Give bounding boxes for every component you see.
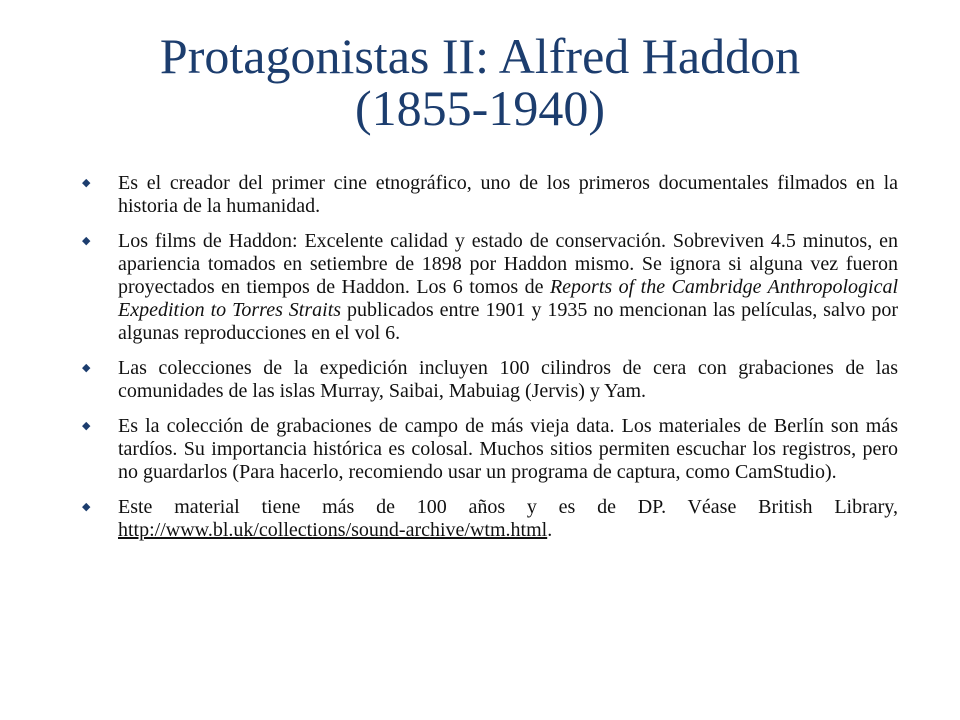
british-library-link[interactable]: http://www.bl.uk/collections/sound-archive/wtm.html <box>118 519 548 541</box>
title-line-1: Protagonistas II: Alfred Haddon <box>159 28 801 84</box>
diamond-bullet-icon: ◆ <box>82 235 91 247</box>
bullet-list <box>78 172 898 554</box>
diamond-bullet-icon: ◆ <box>82 420 91 432</box>
bullet-text: Es el creador del primer cine etnográfico, uno de los primeros documentales filmados en la historia de la humanidad. <box>118 172 898 217</box>
bullet-item-creator <box>78 172 898 218</box>
title-line-2: (1855-1940) <box>355 80 605 136</box>
reports-title: Reports of the Cambridge Anthropological Expedition to Torres Straits <box>118 276 898 321</box>
bullet-text-post: publicados entre 1901 y 1935 no mencionan las películas, salvo por algunas reproducciones en el vol 6. <box>118 299 898 344</box>
bullet-text-pre: Los films de Haddon: Excelente calidad y estado de conservación. Sobreviven 4.5 minutos, en apariencia tomados en setiembre de 1898 por Haddon mismo. Se ignora si alguna vez fueron proyectados en tiempos de Haddon. Los 6 tomos de <box>118 230 898 298</box>
bullet-item-films <box>78 230 898 345</box>
slide-title <box>60 30 900 134</box>
bullet-text: Es la colección de grabaciones de campo de más vieja data. Los materiales de Berlín son más tardíos. Su importancia histórica es colosal. Muchos sitios permiten escuchar los registros, pero no guardarlos (Para hacerlo, recomiendo usar un programa de captura, como CamStudio). <box>118 415 898 483</box>
bullet-item-field-recordings <box>78 415 898 484</box>
bullet-item-collections <box>78 357 898 403</box>
bullet-item-public-domain <box>78 496 898 542</box>
diamond-bullet-icon: ◆ <box>82 177 91 189</box>
diamond-bullet-icon: ◆ <box>82 362 91 374</box>
bullet-text-post: . <box>547 519 553 541</box>
bullet-text-pre: Este material tiene más de 100 años y es de DP. Véase British Library, <box>118 496 898 518</box>
diamond-bullet-icon: ◆ <box>82 501 91 513</box>
bullet-text: Las colecciones de la expedición incluyen 100 cilindros de cera con grabaciones de las comunidades de las islas Murray, Saibai, Mabuiag (Jervis) y Yam. <box>118 357 898 402</box>
